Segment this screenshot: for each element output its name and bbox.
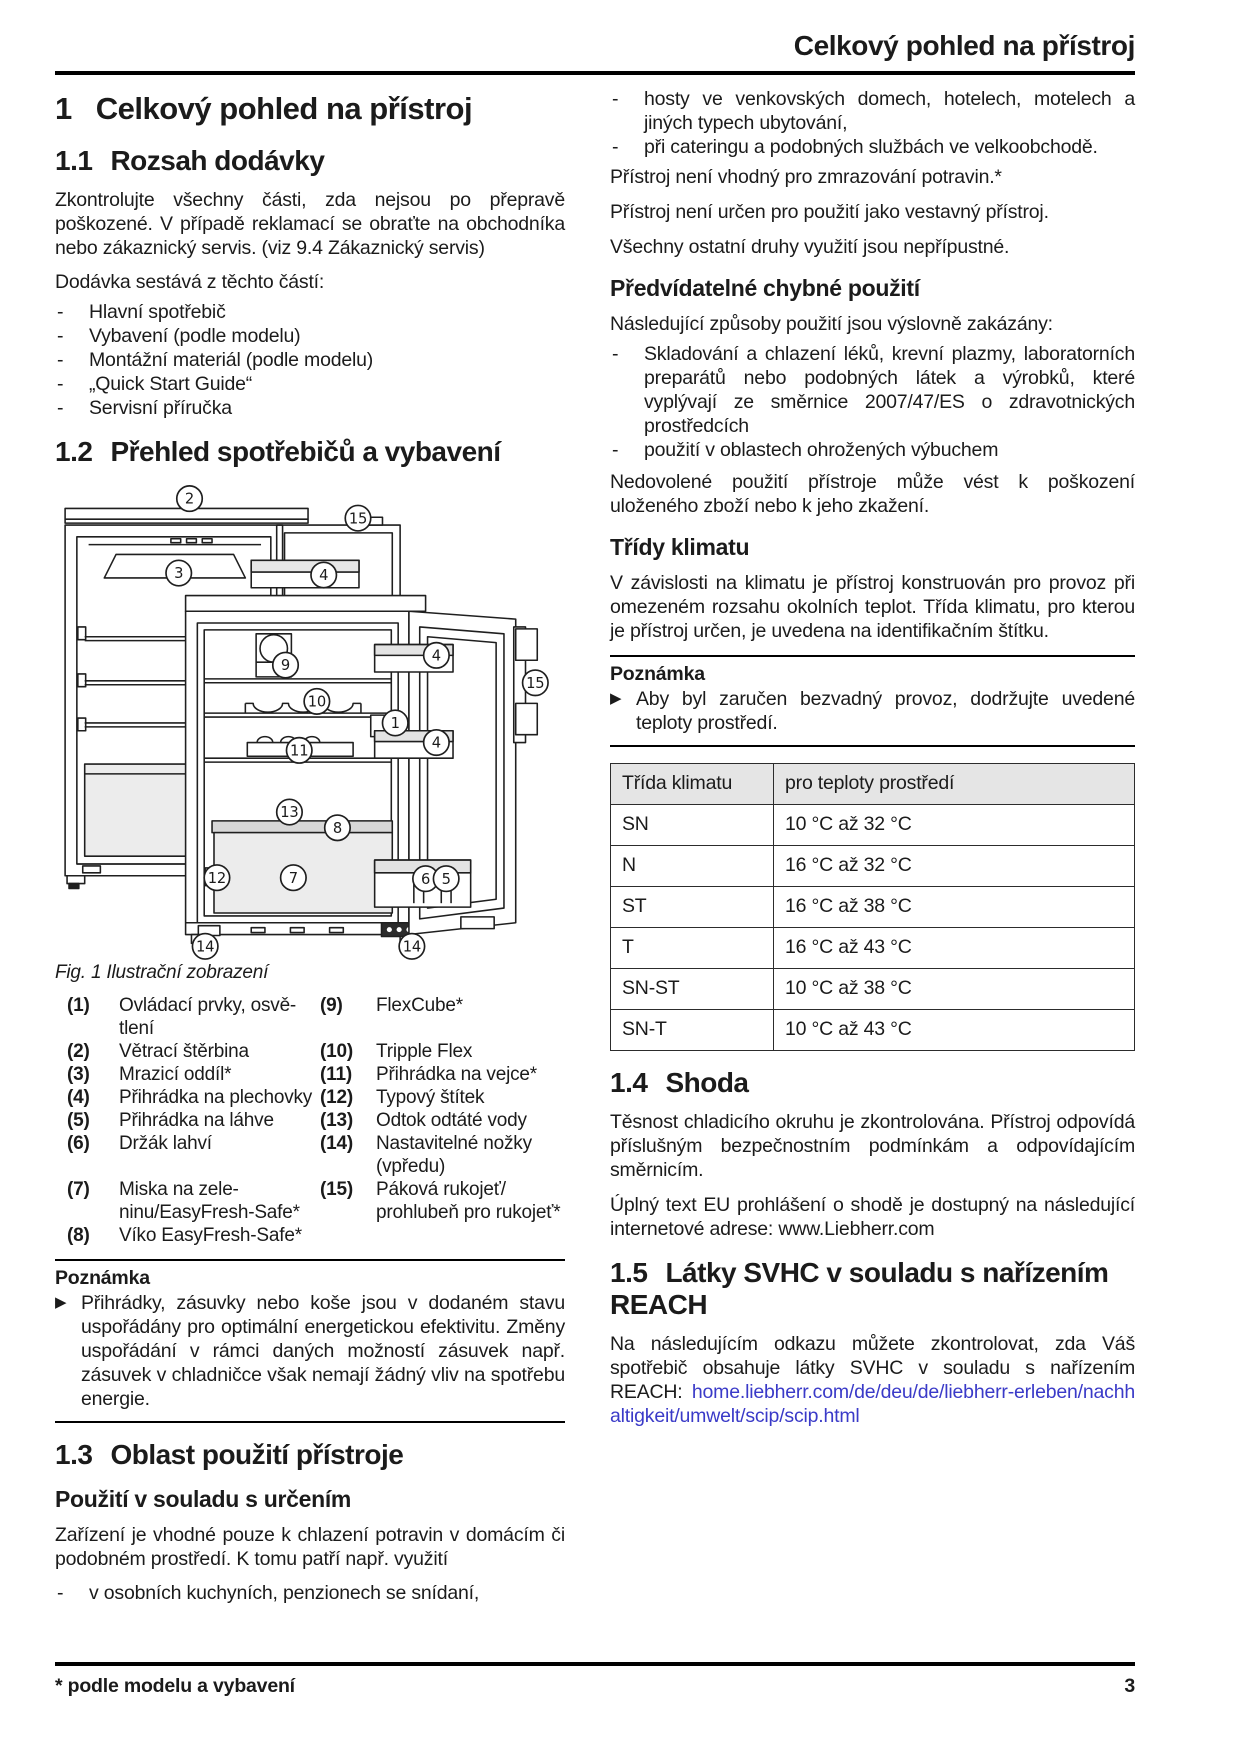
legend-item: [320, 1178, 565, 1224]
paragraph: Následující způsoby použití jsou výslovně zakázány:: [610, 313, 1053, 335]
legend-text: Přihrádka na plechovky: [119, 1086, 313, 1108]
table-cell: 10 °C až 43 °C: [774, 1010, 1135, 1051]
dash-marker: -: [57, 301, 64, 324]
legend-text: Ovládací prvky, osvě- tlení: [119, 994, 297, 1039]
note-text: Přihrádky, zásuvky nebo koše jsou v dodaném stavu uspořádány pro optimální energetickou efektivitu. Změny uspořádání v rámci daných možností zásuvek např. zásuvek v chladničce však nemají žádný vliv na spotřebu energie.: [81, 1291, 565, 1410]
legend-text: Větrací štěrbina: [119, 1040, 249, 1062]
legend-number: (9): [320, 994, 343, 1016]
section-1-5-title: 1.5 Látky SVHC v souladu s nařízením REACH: [610, 1257, 1109, 1320]
section-1-1-title: 1.1 Rozsah dodávky: [55, 145, 325, 176]
refrigerator-diagram: [55, 480, 565, 960]
left-column: [55, 87, 565, 1619]
list-item-text: Vybavení (podle modelu): [89, 325, 301, 348]
table-cell: SN-ST: [611, 969, 774, 1010]
running-header: Celkový pohled na přístroj: [793, 30, 1135, 61]
callout-number: 4: [431, 734, 441, 752]
legend-text: Držák lahví: [119, 1132, 212, 1154]
legend-text: Víko EasyFresh-Safe*: [119, 1224, 302, 1246]
legend-text: Přihrádka na vejce*: [376, 1063, 537, 1085]
paragraph: Zařízení je vhodné pouze k chlazení potravin v domácím či podobném prostředí. K tomu patří např. využití: [55, 1524, 565, 1571]
callout-number: 15: [526, 674, 545, 692]
legend-number: (4): [67, 1086, 90, 1108]
dash-marker: -: [57, 373, 64, 396]
callout-number: 12: [207, 869, 227, 887]
list-item-text: hosty ve venkovských domech, hotelech, motelech a jiných typech ubytování,: [644, 88, 1135, 134]
list-item: [55, 372, 565, 396]
legend-text: FlexCube*: [376, 994, 463, 1016]
dash-marker: -: [57, 1582, 64, 1605]
legend-item: [55, 1063, 320, 1086]
dash-marker: -: [612, 343, 619, 365]
table-row: [611, 928, 1135, 969]
chapter-title: 1 Celkový pohled na přístroj: [55, 91, 473, 126]
subsection-title: Použití v souladu s určením: [55, 1486, 352, 1513]
table-cell: SN-T: [611, 1010, 774, 1051]
page-footer: [55, 1662, 1135, 1698]
legend-text: Tripple Flex: [376, 1040, 473, 1062]
dash-marker: -: [612, 136, 619, 158]
legend-item: [55, 1224, 320, 1247]
legend-text: Typový štítek: [376, 1086, 485, 1108]
usage-list-continued: [610, 87, 1135, 159]
subsection-title: Třídy klimatu: [610, 534, 750, 560]
callout-number: 15: [348, 510, 368, 528]
list-item-text: „Quick Start Guide“: [89, 373, 253, 396]
list-item: [55, 324, 565, 348]
note-title: Poznámka: [610, 663, 705, 685]
legend-column-right: [320, 994, 565, 1247]
section-1-4-title: 1.4 Shoda: [610, 1067, 749, 1098]
callout-number: 2: [184, 490, 195, 508]
legend-number: (1): [67, 994, 90, 1016]
callout-number: 1: [390, 714, 400, 732]
legend-text: Miska na zele- ninu/EasyFresh-Safe*: [119, 1178, 300, 1223]
callout-number: 8: [332, 819, 343, 837]
legend-item: [55, 1109, 320, 1132]
dash-marker: -: [57, 349, 64, 372]
legend-number: (13): [320, 1109, 353, 1131]
legend-text: Přihrádka na láhve: [119, 1109, 274, 1131]
legend-item: [320, 1063, 565, 1086]
table-cell: ST: [611, 887, 774, 928]
legend-number: (12): [320, 1086, 353, 1108]
table-cell: N: [611, 846, 774, 887]
list-item-text: při cateringu a podobných službách ve velkoobchodě.: [644, 136, 1098, 158]
legend-text: Mrazicí oddíl*: [119, 1063, 232, 1085]
legend-text: Páková rukojeť/ prohlubeň pro rukojeť*: [376, 1178, 561, 1223]
legend-number: (10): [320, 1040, 353, 1062]
subsection-title: Předvídatelné chybné použití: [610, 275, 920, 301]
note-box: [55, 1259, 565, 1423]
legend-item: [320, 1109, 565, 1132]
table-cell: 10 °C až 32 °C: [774, 805, 1135, 846]
note-box: [610, 655, 1135, 747]
legend-item: [320, 1040, 565, 1063]
dash-marker: -: [612, 88, 619, 110]
legend-item: [320, 1086, 565, 1109]
callout-number: 7: [288, 869, 298, 887]
paragraph: Dodávka sestává z těchto částí:: [55, 271, 325, 294]
list-item-text: Hlavní spotřebič: [89, 301, 226, 324]
section-1-2-title: 1.2 Přehled spotřebičů a vybavení: [55, 436, 501, 468]
legend-number: (3): [67, 1063, 90, 1085]
legend-item: [55, 1086, 320, 1109]
legend-item: [55, 1132, 320, 1155]
table-row: [611, 1010, 1135, 1051]
table-row: [611, 846, 1135, 887]
legend-item: [55, 1040, 320, 1063]
table-row: [611, 969, 1135, 1010]
legend-item: [320, 994, 565, 1017]
table-row: [611, 805, 1135, 846]
callout-number: 10: [307, 693, 327, 711]
legend-number: (7): [67, 1178, 90, 1200]
dash-marker: -: [57, 325, 64, 348]
note-text: Aby byl zaručen bezvadný provoz, dodržujte uvedené teploty prostředí.: [636, 688, 1135, 734]
paragraph: Přístroj není určen pro použití jako vestavný přístroj.: [610, 201, 1049, 223]
paragraph: Zkontrolujte všechny části, zda nejsou po přepravě poškozené. V případě reklamací se obraťte na obchodníka nebo zákaznický servis. (viz 9.4 Zákaznický servis): [55, 189, 565, 260]
legend-number: (5): [67, 1109, 90, 1131]
list-item: [610, 135, 1135, 159]
paragraph: V závislosti na klimatu je přístroj konstruován pro provoz při omezeném rozsahu okolních teplot. Třída klimatu, pro kterou je přístroj určen, je uvedena na identifikačním štítku.: [610, 572, 1135, 642]
callout-number: 3: [174, 564, 184, 582]
usage-list: [55, 1581, 565, 1605]
callout-number: 14: [196, 938, 215, 956]
legend-text: Odtok odtáté vody: [376, 1109, 527, 1131]
paragraph: Nedovolené použití přístroje může vést k poškození uloženého zboží nebo k jeho zkažení.: [610, 471, 1135, 517]
paragraph: Přístroj není vhodný pro zmrazování potravin.*: [610, 166, 1002, 188]
list-item: [55, 1581, 565, 1605]
section-1-3-title: 1.3 Oblast použití přístroje: [55, 1438, 404, 1470]
table-cell: 16 °C až 38 °C: [774, 887, 1135, 928]
legend-number: (11): [320, 1063, 352, 1085]
list-item: [55, 348, 565, 372]
callout-number: 9: [280, 656, 291, 674]
legend-text: Nastavitelné nožky (vpředu): [376, 1132, 532, 1177]
legend-number: (6): [67, 1132, 90, 1154]
dash-marker: -: [612, 439, 619, 461]
paragraph: Úplný text EU prohlášení o shodě je dostupný na následující internetové adrese: www.Liebherr.com: [610, 1194, 1135, 1241]
callout-number: 4: [431, 647, 441, 665]
figure-legend: [55, 994, 565, 1247]
callout-number: 6: [421, 870, 431, 888]
paragraph: Všechny ostatní druhy využití jsou nepřípustné.: [610, 236, 1010, 258]
table-header-cell: pro teploty prostředí: [774, 764, 1135, 805]
table-cell: 16 °C až 32 °C: [774, 846, 1135, 887]
legend-item: [55, 994, 320, 1040]
paragraph: Na následujícím odkazu můžete zkontrolovat, zda Váš spotřebič obsahuje látky SVHC v souladu s nařízením REACH: home.liebherr.com/de/deu/de/liebherr-erleben/nachhaltigkeit/umwelt/scip/scip.html: [610, 1333, 1135, 1428]
callout-number: 13: [280, 803, 299, 821]
figure-caption: Fig. 1 Ilustrační zobrazení: [55, 961, 269, 983]
note-title: Poznámka: [55, 1266, 150, 1289]
list-item-text: Skladování a chlazení léků, krevní plazmy, laboratorních preparátů nebo podobných látek a výrobků, které vyplývají ze směrnice 2007/47/ES o zdravotnických prostředcích: [644, 343, 1135, 437]
right-column: [610, 87, 1135, 1619]
list-item: [55, 300, 565, 324]
note-arrow-icon: ▶: [55, 1293, 67, 1311]
legend-number: (2): [67, 1040, 90, 1062]
table-header-cell: Třída klimatu: [611, 764, 774, 805]
forbidden-uses-list: [610, 342, 1135, 462]
callout-number: 11: [290, 742, 309, 760]
list-item-text: Montážní materiál (podle modelu): [89, 349, 374, 372]
list-item: [55, 396, 565, 420]
legend-column-left: [55, 994, 320, 1247]
climate-class-table: [610, 763, 1135, 1051]
table-cell: 16 °C až 43 °C: [774, 928, 1135, 969]
dash-marker: -: [57, 397, 64, 420]
list-item-text: Servisní příručka: [89, 397, 232, 420]
legend-number: (14): [320, 1132, 353, 1154]
list-item-text: v osobních kuchyních, penzionech se snídaní,: [89, 1582, 480, 1605]
table-cell: T: [611, 928, 774, 969]
delivery-list: [55, 300, 565, 420]
callout-number: 4: [319, 566, 329, 584]
liebherr-url: www.Liebherr.com: [778, 1218, 935, 1241]
legend-number: (15): [320, 1178, 353, 1200]
callout-number: 14: [402, 938, 422, 956]
legend-number: (8): [67, 1224, 90, 1246]
table-row: [611, 887, 1135, 928]
list-item: [610, 342, 1135, 438]
page-number: 3: [1124, 1675, 1135, 1697]
table-cell: 10 °C až 38 °C: [774, 969, 1135, 1010]
list-item: [610, 87, 1135, 135]
legend-item: [55, 1178, 320, 1224]
callout-number: 5: [441, 870, 451, 888]
legend-item: [320, 1132, 565, 1178]
reach-link[interactable]: home.liebherr.com/de/deu/de/liebherr-erleben/nachhaltigkeit/umwelt/scip/scip.html: [610, 1381, 1135, 1428]
appliance-overview-figure: [55, 480, 565, 984]
note-arrow-icon: ▶: [610, 690, 622, 707]
table-cell: SN: [611, 805, 774, 846]
footnote: * podle modelu a vybavení: [55, 1675, 295, 1697]
header-rule: [55, 71, 1135, 75]
list-item: [610, 438, 1135, 462]
paragraph: Těsnost chladicího okruhu je zkontrolována. Přístroj odpovídá příslušným bezpečnostním podmínkám a odpovídajícím směrnicím.: [610, 1111, 1135, 1182]
list-item-text: použití v oblastech ohrožených výbuchem: [644, 439, 999, 461]
